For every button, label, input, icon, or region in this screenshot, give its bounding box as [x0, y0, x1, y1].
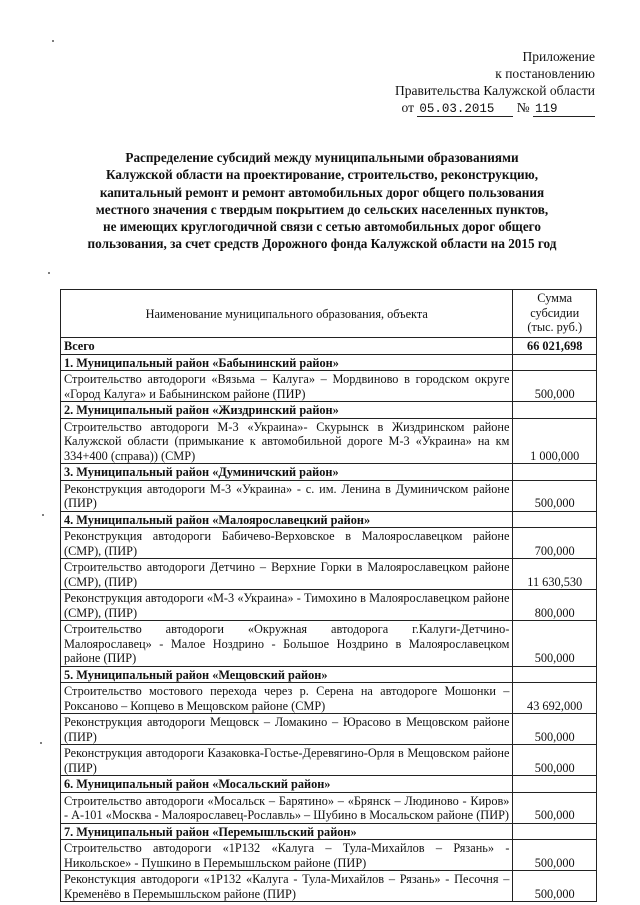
object-name: Строительство автодороги «Мосальск – Барятино» – «Брянск – Людиново - Киров» - А-101 «Москва - Малоярославец-Рославль» – Шубино в Мосальском районе (ПИР) [61, 792, 513, 823]
table-row [61, 559, 597, 590]
header-amount-line: (тыс. руб.) [527, 320, 583, 334]
object-name: Строительство автодороги «Вязьма – Калуга» – Мордвиново в городском округе «Город Калуга» и Бабынинском районе (ПИР) [61, 371, 513, 402]
section-row [61, 776, 597, 793]
object-name: Строительство автодороги М-3 «Украина»- Скурынск в Жиздринском районе Калужской области (примыкание к автомобильной дороге М-3 «Украина» на км 334+400 (справа)) (СМР) [61, 418, 513, 464]
subsidy-amount: 500,000 [513, 371, 597, 402]
section-row [61, 464, 597, 481]
appendix-line-1: Приложение [522, 49, 595, 64]
table-row [61, 418, 597, 464]
object-name: Строительство автодороги «1Р132 «Калуга – Тула-Михайлов – Рязань» - Никольское» - Пушкино в Перемышльском районе (ПИР) [61, 840, 513, 871]
document-title [58, 149, 586, 253]
section-amount-empty [513, 666, 597, 683]
object-name: Реконструкция автодороги Бабичево-Верховское в Малоярославецком районе (СМР), (ПИР) [61, 528, 513, 559]
appendix-block [295, 48, 595, 117]
subsidy-amount: 500,000 [513, 714, 597, 745]
table-row [61, 621, 597, 667]
title-line: Распределение субсидий между муниципальными образованиями [125, 150, 519, 165]
table-row [61, 480, 597, 511]
subsidy-amount: 500,000 [513, 792, 597, 823]
date-prefix: от [401, 100, 414, 115]
header-name-cell: Наименование муниципального образования, объекта [61, 290, 513, 338]
section-amount-empty [513, 464, 597, 481]
subsidy-amount: 500,000 [513, 621, 597, 667]
section-title: 5. Муниципальный район «Мещовский район» [61, 666, 513, 683]
table-row [61, 871, 597, 902]
table-row [61, 840, 597, 871]
table-row [61, 714, 597, 745]
subsidy-amount: 500,000 [513, 745, 597, 776]
number-prefix: № [516, 100, 530, 115]
subsidy-amount: 11 630,530 [513, 559, 597, 590]
object-name: Реконструкция автодороги Казаковка-Гостье-Деревягино-Орля в Мещовском районе (ПИР) [61, 745, 513, 776]
section-row [61, 823, 597, 840]
total-amount: 66 021,698 [513, 338, 597, 355]
section-title: 1. Муниципальный район «Бабынинский район» [61, 354, 513, 371]
table-header-row [61, 290, 597, 338]
section-title: 4. Муниципальный район «Малоярославецкий район» [61, 511, 513, 528]
header-amount-cell [513, 290, 597, 338]
appendix-line-3: Правительства Калужской области [394, 83, 595, 98]
section-row [61, 402, 597, 419]
title-line: местного значения с твердым покрытием до сельских населенных пунктов, [95, 201, 549, 217]
section-title: 7. Муниципальный район «Перемышльский район» [61, 823, 513, 840]
table-row [61, 371, 597, 402]
table-row [61, 745, 597, 776]
subsidy-amount: 700,000 [513, 528, 597, 559]
appendix-date-line [402, 99, 596, 117]
appendix-line-2: к постановлению [495, 66, 595, 81]
subsidy-amount: 500,000 [513, 480, 597, 511]
scan-speck [52, 40, 54, 42]
subsidy-amount: 500,000 [513, 871, 597, 902]
scan-speck [48, 272, 50, 274]
section-amount-empty [513, 402, 597, 419]
subsidy-amount: 800,000 [513, 590, 597, 621]
title-line: не имеющих круглогодичной связи с сетью автомобильных дорог общего [103, 219, 541, 235]
object-name: Реконстукция автодороги «1Р132 «Калуга - Тула-Михайлов – Рязань» - Песочня – Кременёво в Перемышльском районе (ПИР) [61, 871, 513, 902]
section-title: 3. Муниципальный район «Думиничский район» [61, 464, 513, 481]
section-row [61, 354, 597, 371]
scan-speck [40, 742, 42, 744]
title-line: капитальный ремонт и ремонт автомобильных дорог общего пользования [99, 184, 545, 200]
table-row [61, 590, 597, 621]
total-label: Всего [61, 338, 513, 355]
section-row [61, 666, 597, 683]
table-row [61, 683, 597, 714]
total-row [61, 338, 597, 355]
object-name: Строительство мостового перехода через р. Серена на автодороге Мошонки – Роксаново – Копцево в Мещовском районе (СМР) [61, 683, 513, 714]
section-amount-empty [513, 776, 597, 793]
subsidy-amount: 43 692,000 [513, 683, 597, 714]
section-amount-empty [513, 511, 597, 528]
section-amount-empty [513, 354, 597, 371]
table-row [61, 792, 597, 823]
table-body [61, 290, 597, 902]
decree-date: 05.03.2015 [417, 102, 513, 117]
section-amount-empty [513, 823, 597, 840]
object-name: Реконструкция автодороги «М-3 «Украина» - Тимохино в Малоярославецком районе (СМР), (ПИР) [61, 590, 513, 621]
section-title: 6. Муниципальный район «Мосальский район» [61, 776, 513, 793]
object-name: Строительство автодороги «Окружная автодорога г.Калуги-Детчино-Малоярославец» - Малое Ноздрино - Большое Ноздрино в Малоярославецком районе (ПИР) [61, 621, 513, 667]
object-name: Строительство автодороги Детчино – Верхние Горки в Малоярославецком районе (СМР), (ПИР) [61, 559, 513, 590]
title-line: пользования, за счет средств Дорожного фонда Калужской области на 2015 год [87, 236, 557, 252]
decree-number: 119 [533, 102, 595, 117]
table-row [61, 528, 597, 559]
section-title: 2. Муниципальный район «Жиздринский район» [61, 402, 513, 419]
header-amount-line: субсидии [530, 305, 580, 320]
title-line: Калужской области на проектирование, строительство, реконструкцию, [105, 167, 539, 183]
object-name: Реконструкция автодороги М-3 «Украина» - с. им. Ленина в Думиничском районе (ПИР) [61, 480, 513, 511]
header-amount-line: Сумма [537, 291, 573, 305]
subsidy-amount: 1 000,000 [513, 418, 597, 464]
subsidy-amount: 500,000 [513, 840, 597, 871]
scan-speck [42, 514, 44, 516]
subsidy-table [60, 289, 597, 902]
object-name: Реконструкция автодороги Мещовск – Ломакино – Юрасово в Мещовском районе (ПИР) [61, 714, 513, 745]
section-row [61, 511, 597, 528]
